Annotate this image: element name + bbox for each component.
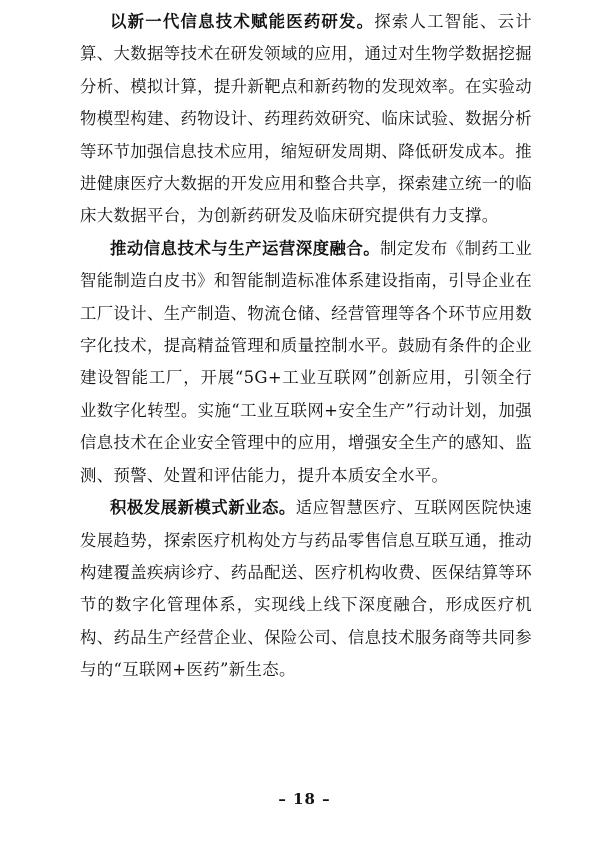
paragraph-new-business-models [80,492,532,686]
paragraph-heading: 积极发展新模式新业态。 [110,498,296,518]
page-number: – 18 – [278,790,331,808]
paragraph-ai-drug-research [80,6,532,233]
paragraph-heading: 推动信息技术与生产运营深度融合。 [110,238,381,258]
paragraph-text: 探索人工智能、云计算、大数据等技术在研发领域的应用，通过对生物学数据挖掘分析、模拟计算，提升新靶点和新药物的发现效率。在实验动物模型构建、药物设计、药理药效研究、临床试验、数据分析等环节加强信息技术应用，缩短研发周期、降低研发成本。推进健康医疗大数据的开发应用和整合共享，探索建立统一的临床大数据平台，为创新药研发及临床研究提供有力支撑。 [80,12,532,226]
paragraph-text: 制定发布《制药工业智能制造白皮书》和智能制造标准体系建设指南，引导企业在工厂设计、生产制造、物流仓储、经营管理等各个环节应用数字化技术，提高精益管理和质量控制水平。鼓励有条件的企业建设智能工厂，开展“5G+工业互联网”创新应用，引领全行业数字化转型。实施“工业互联网+安全生产”行动计划，加强信息技术在企业安全管理中的应用，增强安全生产的感知、监测、预警、处置和评估能力，提升本质安全水平。 [80,238,532,485]
paragraph-heading: 以新一代信息技术赋能医药研发。 [110,12,375,31]
paragraph-text: 适应智慧医疗、互联网医院快速发展趋势，探索医疗机构处方与药品零售信息互联互通，推动构建覆盖疾病诊疗、药品配送、医疗机构收费、医保结算等环节的数字化管理体系，实现线上线下深度融合，形成医疗机构、药品生产经营企业、保险公司、信息技术服务商等共同参与的“互联网+医药”新生态。 [80,498,532,680]
paragraph-it-production-integration [80,233,532,492]
document-body [80,6,532,687]
